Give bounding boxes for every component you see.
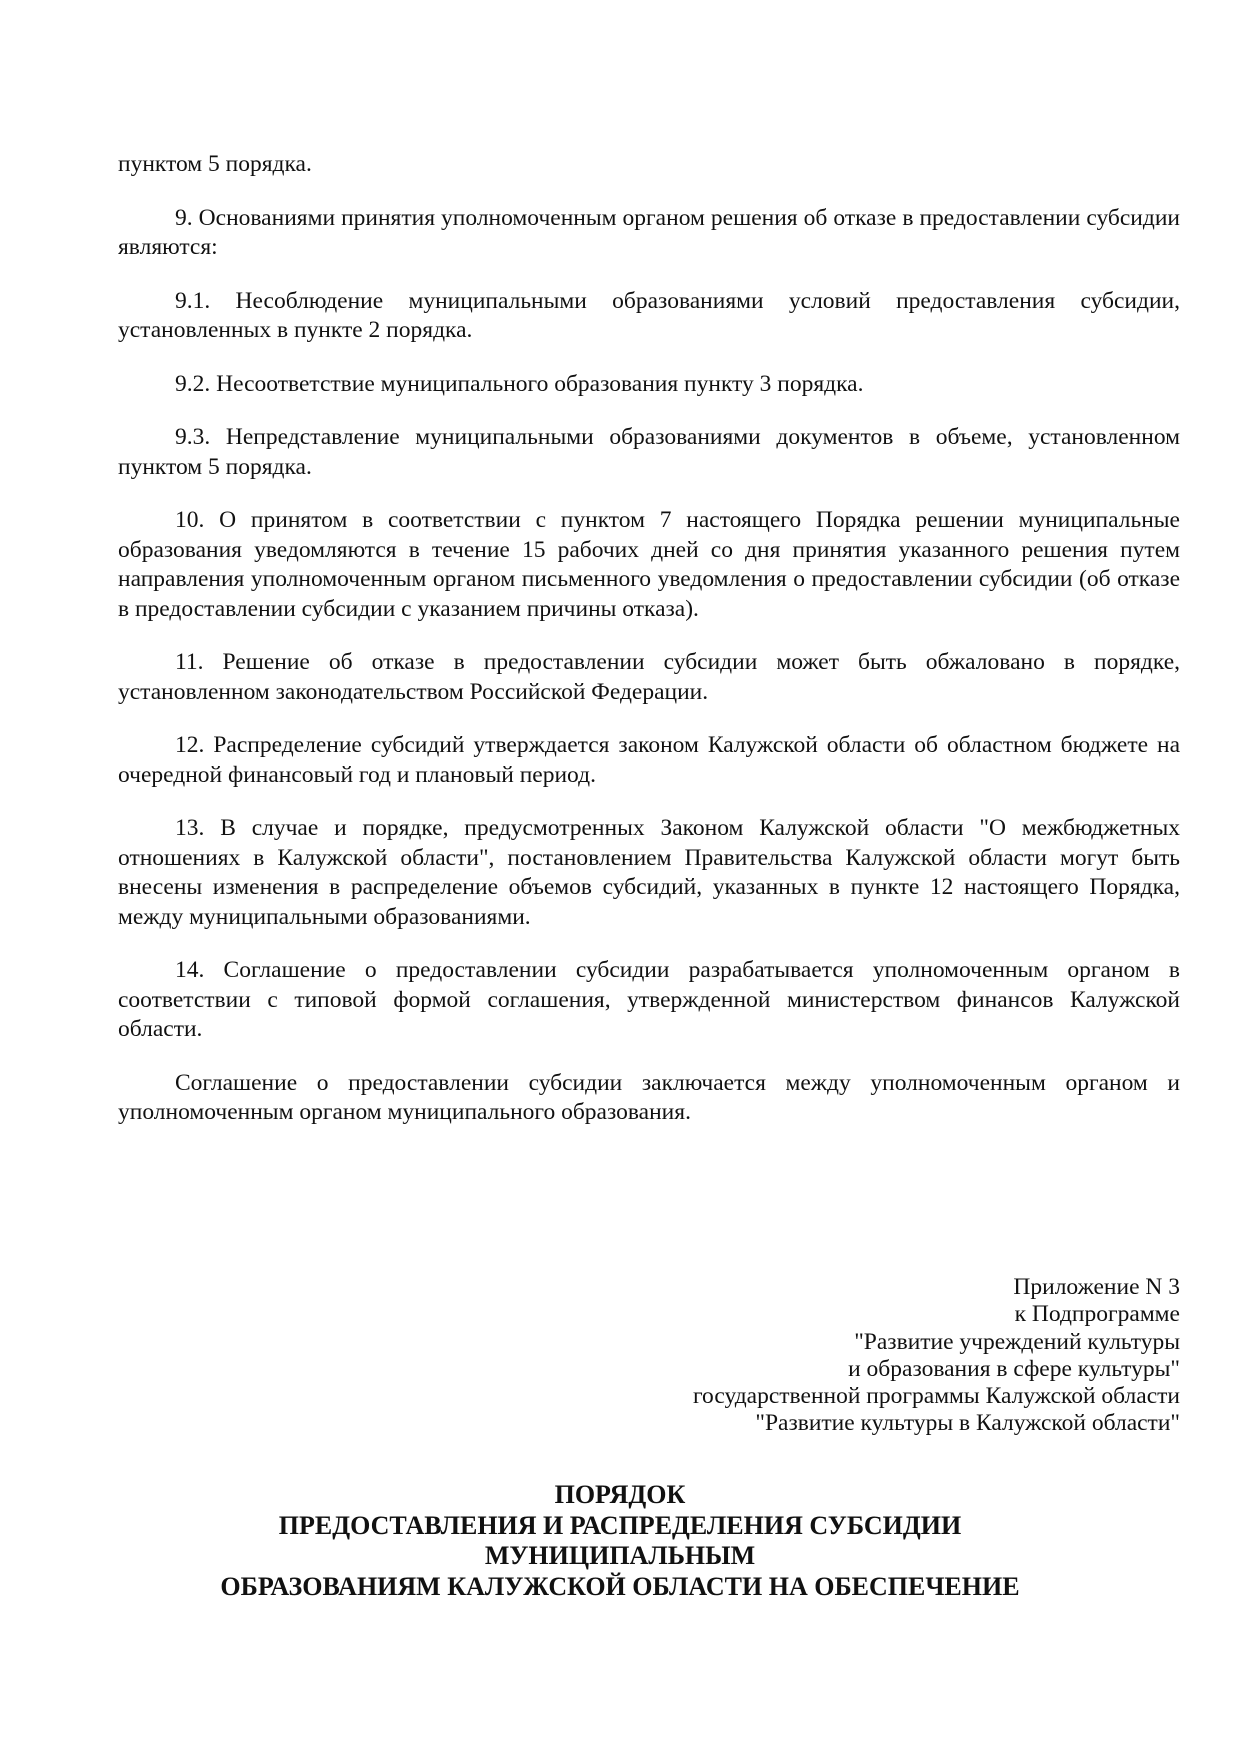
paragraph-agreement: Соглашение о предоставлении субсидии заключается между уполномоченным органом и уполномоченным органом муниципального образования. <box>118 1069 1180 1125</box>
appendix-line: к Подпрограмме <box>1014 1301 1180 1328</box>
paragraph-9-1: 9.1. Несоблюдение муниципальными образованиями условий предоставления субсидии, установленных в пункте 2 порядка. <box>118 287 1180 343</box>
paragraph-continuation: пунктом 5 порядка. <box>118 151 312 177</box>
document-body <box>118 150 1180 1128</box>
appendix-line: "Развитие учреждений культуры <box>854 1328 1180 1355</box>
paragraph-14: 14. Соглашение о предоставлении субсидии разрабатывается уполномоченным органом в соответствии с типовой формой соглашения, утвержденной министерством финансов Калужской области. <box>118 957 1180 1042</box>
paragraph-10: 10. О принятом в соответствии с пунктом 7 настоящего Порядка решении муниципальные образования уведомляются в течение 15 рабочих дней со дня принятия указанного решения путем направления уполномоченным органом письменного уведомления о предоставлении субсидии (об отказе в предоставлении субсидии с указанием причины отказа). <box>118 507 1180 622</box>
paragraph-11: 11. Решение об отказе в предоставлении субсидии может быть обжаловано в порядке, установленном законодательством Российской Федерации. <box>118 649 1180 705</box>
appendix-line: "Развитие культуры в Калужской области" <box>755 1410 1180 1437</box>
paragraph-9-2: 9.2. Несоответствие муниципального образования пункту 3 порядка. <box>175 370 864 397</box>
title-line: ПОРЯДОК <box>554 1480 686 1509</box>
paragraph-12: 12. Распределение субсидий утверждается законом Калужской области об областном бюджете на очередной финансовый год и плановый период. <box>118 732 1180 788</box>
appendix-line: и образования в сфере культуры" <box>848 1355 1180 1382</box>
title-line: ОБРАЗОВАНИЯМ КАЛУЖСКОЙ ОБЛАСТИ НА ОБЕСПЕЧЕНИЕ <box>220 1571 1020 1601</box>
paragraph-9-3: 9.3. Непредставление муниципальными образованиями документов в объеме, установленном пунктом 5 порядка. <box>118 424 1180 480</box>
paragraph-13: 13. В случае и порядке, предусмотренных Законом Калужской области "О межбюджетных отношениях в Калужской области", постановлением Правительства Калужской области могут быть внесены изменения в распределение объемов субсидий, указанных в пункте 12 настоящего Порядка, между муниципальными образованиями. <box>118 815 1180 930</box>
appendix-line: Приложение N 3 <box>1013 1274 1180 1300</box>
document-title <box>0 1480 1240 1602</box>
title-line: ПРЕДОСТАВЛЕНИЯ И РАСПРЕДЕЛЕНИЯ СУБСИДИИ <box>278 1510 962 1540</box>
paragraph-9: 9. Основаниями принятия уполномоченным органом решения об отказе в предоставлении субсидии являются: <box>118 204 1180 260</box>
appendix-header <box>693 1274 1180 1438</box>
title-line: МУНИЦИПАЛЬНЫМ <box>484 1541 756 1570</box>
appendix-line: государственной программы Калужской области <box>692 1383 1180 1410</box>
